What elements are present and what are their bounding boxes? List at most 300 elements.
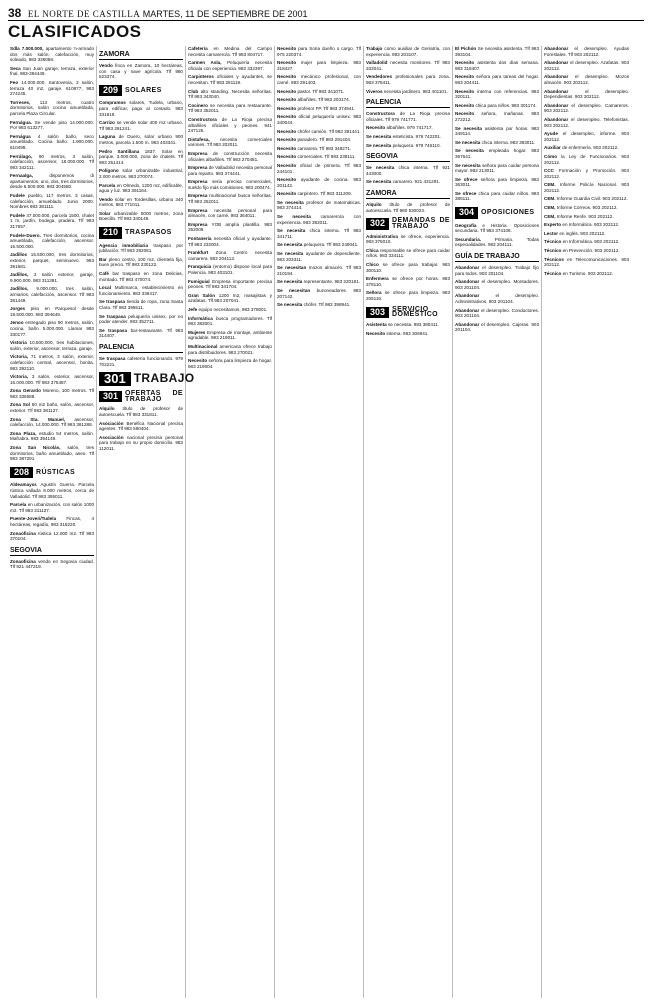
- ad-lead: Parcela: [99, 182, 116, 188]
- classified-ad: [99, 314, 183, 325]
- ad-body: necesita jardinero. 983 401101.: [383, 88, 448, 94]
- ad-body: en Telecomunicaciones. 903 202112.: [544, 256, 629, 268]
- ad-lead: Club: [188, 88, 199, 94]
- ad-lead: Local: [99, 285, 111, 291]
- ad-lead: Abandonar: [455, 265, 480, 271]
- classified-ad: [99, 63, 183, 80]
- classified-ad: [455, 163, 539, 174]
- ad-body: tienda de ropa, zona Santa Clara. Tlf 983 395511.: [99, 299, 184, 310]
- ad-lead: Empresa: [188, 150, 208, 156]
- ad-body: Empresa importante precisa peones. Tlf 983 341704.: [188, 278, 272, 290]
- ad-body: se ofrece por horas. 983 378110.: [366, 276, 451, 287]
- classified-ad: [99, 168, 183, 179]
- ad-body: mujer para limpieza. 983 318427.: [277, 60, 361, 71]
- ad-lead: Necesito: [277, 46, 297, 51]
- classified-ad: [544, 222, 629, 228]
- classified-ad: [366, 165, 450, 176]
- ad-body: empleada hogar. 983 367641.: [455, 148, 539, 159]
- classified-ad: [544, 103, 629, 114]
- classified-ad: [188, 358, 272, 369]
- ad-lead: Jadillos,: [10, 272, 29, 278]
- classified-ad: [366, 322, 450, 328]
- classified-ad: [455, 111, 539, 122]
- ad-body: 90 metros, 3 salón, calefacción, ascensor, 18.000.000. Tlf 983 342111.: [10, 153, 94, 170]
- classified-ad: [544, 257, 629, 268]
- ad-body: señora, mañanas. 983 272212.: [455, 111, 539, 122]
- ad-lead: Necesito: [366, 330, 386, 336]
- ad-lead: Necesito: [277, 137, 297, 143]
- category-number: 304: [455, 207, 478, 219]
- classified-ad: [99, 243, 183, 254]
- ad-body: Formación y Promoción. 903 202112.: [544, 168, 629, 179]
- ad-body: 113 metros, cuatro dormitorios, salón cocina amueblada, parcela Plaza Circular.: [10, 99, 94, 116]
- ad-body: Primaria. Todas especialidades. 983 204111.: [455, 236, 539, 248]
- ad-body: para Soria dueño o cargo. Tlf 975 220374.: [277, 46, 361, 57]
- ad-body: buzoneadores. 983 207142.: [277, 288, 361, 299]
- classified-ad: [455, 279, 539, 290]
- ad-lead: Torreses,: [10, 99, 31, 105]
- ad-body: bar traspaso en zona Delicias, montado. Tlf 983 470074.: [99, 271, 183, 282]
- classified-ad: [277, 191, 361, 197]
- ad-body: Informe Correos. 903 202112.: [556, 205, 618, 211]
- ad-lead: Señora: [366, 290, 382, 296]
- classified-ad: [10, 134, 94, 151]
- ad-body: vendo en Segovia ciudad. Tlf 921 447219.: [10, 558, 94, 570]
- ad-lead: Se necesita: [277, 228, 306, 234]
- ad-body: comerciales. Tlf 983 238111.: [297, 154, 356, 160]
- region-header: ZAMORA: [366, 189, 450, 199]
- ad-body: se ofrece para trabajar. 983 300110.: [366, 262, 450, 273]
- classified-ad: [544, 205, 629, 211]
- classified-ad: [277, 97, 361, 103]
- ad-lead: Necesito: [455, 111, 475, 117]
- classified-ad: [455, 237, 539, 248]
- ad-lead: Zonaoficina: [10, 530, 36, 536]
- section-title: CLASIFICADOS: [8, 22, 142, 41]
- ad-body: Empresa de montaje, ambiente agradable. 983 219011.: [188, 329, 272, 341]
- ad-lead: Necesito: [455, 102, 475, 108]
- classified-ad: [277, 154, 361, 160]
- ad-body: de Valladolid necesita personal para reparto. 983 374441.: [188, 165, 273, 176]
- ad-body: 15.500.000, tres dormitorios, exterior, parquet, seminuevo. 983 391681.: [10, 252, 94, 269]
- ad-body: el desempleo. Montadores. 903 201104.: [455, 279, 539, 290]
- ad-lead: Se necesita: [455, 162, 481, 168]
- classified-ad: [455, 191, 539, 202]
- ad-lead: Compramos: [99, 100, 126, 106]
- ad-body: seria precisa comerciales, sueldo fijo más comisiones. 983 200474.: [188, 179, 273, 190]
- ad-body: Benéfica Nacional precisa agentes. Tlf 983 590404.: [99, 420, 183, 432]
- ad-body: Informe Guardia Civil. 903 202112.: [556, 196, 628, 202]
- classified-ad: [10, 100, 94, 117]
- classified-ad: [544, 154, 629, 165]
- ad-lead: Necesito: [455, 88, 475, 94]
- ad-body: panadero. Tlf 983 291404.: [297, 137, 352, 143]
- ad-body: chica interna. 983 393011.: [481, 139, 536, 145]
- classified-ad: [188, 60, 272, 71]
- classified-ad: [188, 316, 272, 327]
- classified-ad: [10, 402, 94, 413]
- ad-body: Fincas, 4 hectáreas, regadío, 983 318220.: [10, 516, 95, 527]
- column-7: [542, 46, 631, 998]
- classified-ad: [10, 66, 94, 77]
- ad-lead: Abandonar: [455, 307, 480, 313]
- category-header: [455, 207, 539, 219]
- category-number: 301: [99, 372, 131, 386]
- ad-body: profesor FP. Tlf 983 374941.: [297, 105, 356, 111]
- classified-ad: [99, 406, 183, 417]
- ad-lead: Informática: [188, 315, 213, 321]
- ad-lead: CEM.: [544, 182, 556, 188]
- ad-body: Agustín Guerra. Parcela rústica vallada 8.000 metros, cerca de Valladolid. Tlf 983 395011.: [10, 482, 95, 499]
- classified-ad: [10, 46, 94, 63]
- ad-lead: Constructora: [366, 111, 395, 117]
- ad-body: 1200 m2, masajistas y azafatas. Tlf 983 207041.: [188, 292, 272, 304]
- classified-ad: [277, 74, 361, 85]
- ad-body: salón, tres dormitorios, baño amueblado, aseo. Tlf 983 387291.: [10, 445, 94, 462]
- category-number: 301: [99, 391, 122, 403]
- ad-body: señora para tareas del hogar. 983 204411.: [455, 74, 540, 85]
- ad-body: solares, Tudela, urbano, para edificar, pago al contado. 983 331919.: [99, 100, 183, 117]
- classified-ad: [277, 265, 361, 276]
- ad-lead: Empresa: [188, 193, 208, 199]
- classified-ad: [455, 89, 539, 100]
- ad-body: Informe Policía Nacional. 903 202112.: [544, 182, 629, 193]
- ad-body: cafetería funcionando. 979 702221.: [99, 355, 183, 367]
- ad-body: asistenta por horas. 983 349114.: [455, 125, 539, 137]
- ad-lead: Abandonar: [455, 293, 480, 299]
- ad-lead: Experto: [544, 222, 562, 228]
- ad-body: señora para limpieza de hogar. 983 219004.: [188, 358, 272, 369]
- ad-lead: Se necesita: [277, 214, 311, 220]
- ad-lead: Asociación: [99, 420, 124, 426]
- classified-ad: [188, 89, 272, 100]
- ad-body: peluquera. Tlf 983 249041.: [303, 242, 359, 248]
- ad-body: camarera. Tlf 983 348271.: [297, 145, 352, 151]
- classified-ad: [366, 89, 450, 95]
- ad-lead: Carrizo: [99, 120, 115, 126]
- issue-date: MARTES, 11 DE SEPTIEMBRE DE 2001: [142, 9, 308, 19]
- ad-lead: Fernágua: [10, 133, 31, 139]
- ad-lead: Vendo: [99, 196, 113, 202]
- ad-lead: Abandonar: [455, 279, 480, 285]
- ad-body: señora para cuidar persona mayor. 983 213011.: [455, 162, 539, 174]
- region-header: SEGOVIA: [366, 152, 450, 162]
- ad-lead: Vendo: [99, 63, 113, 68]
- ad-body: e Historia. Oposiciones secundaria. Tlf 983 374108.: [455, 222, 540, 234]
- ad-lead: Técnico: [544, 248, 562, 254]
- classified-ad: [544, 131, 629, 142]
- ad-body: Informe Renfe. 903 202112.: [556, 213, 614, 219]
- classified-ad: [188, 46, 272, 57]
- category-number: 208: [10, 467, 33, 479]
- classified-ad: [277, 177, 361, 188]
- classified-ad: [10, 306, 94, 317]
- classified-ad: [455, 140, 539, 146]
- classified-ad: [188, 193, 272, 204]
- classified-ad: [10, 286, 94, 303]
- ad-lead: Lector: [544, 230, 559, 236]
- classified-ad: [277, 137, 361, 143]
- ad-body: bar-restaurante. Tlf 983 314407.: [99, 327, 183, 339]
- ad-lead: Polígono: [99, 168, 119, 174]
- classified-ad: [99, 285, 183, 296]
- ad-body: pleno centro, 100 m2, clientela fija, buen precio. Tlf 983 230122.: [99, 256, 183, 268]
- region-header: PALENCIA: [366, 98, 450, 108]
- region-header: PALENCIA: [99, 343, 183, 353]
- ad-lead: Se necesita: [277, 251, 304, 257]
- category-name: DEMANDAS DE TRABAJO: [392, 217, 450, 230]
- ad-body: en Informática. 903 202112.: [562, 239, 620, 245]
- ad-lead: Valladolid: [366, 60, 388, 66]
- ad-body: en Turismo. 903 202112.: [562, 270, 614, 276]
- ad-lead: Sdla 7.000.000,: [10, 46, 44, 51]
- ad-lead: Zona Sol: [10, 402, 30, 408]
- ad-lead: Cómo: [544, 153, 558, 159]
- ad-lead: Vendedores: [366, 74, 393, 80]
- ad-body: chófer camión. Tlf 983 391441.: [297, 128, 361, 134]
- classified-ad: [10, 233, 94, 250]
- ad-lead: Parcela: [10, 502, 27, 508]
- ad-body: chica interna. Tlf 983 341711.: [277, 228, 361, 239]
- classified-ad: [10, 531, 94, 542]
- ad-body: el desempleo, informe. 903 202112.: [544, 131, 629, 142]
- ad-lead: Seca: [10, 65, 21, 71]
- ad-body: necesita comerciales varones. Tlf 983 202011.: [188, 136, 272, 148]
- category-name: SOLARES: [125, 86, 162, 94]
- classified-ad: [544, 168, 629, 179]
- ad-body: busca programadores. Tlf 983 383001.: [188, 315, 273, 327]
- classified-ad: [99, 100, 183, 117]
- classified-ad: [366, 134, 450, 140]
- ad-body: Se necesita asistenta. Tlf 983 393104.: [455, 46, 539, 57]
- classified-ad: [188, 307, 272, 313]
- classified-ad: [10, 173, 94, 190]
- ad-body: peluquería unisex, por no poder atender. 983 352711.: [99, 313, 183, 325]
- category-header: [99, 391, 183, 403]
- ad-lead: Fernágua.: [10, 119, 32, 125]
- ad-lead: Fontanería: [188, 236, 212, 242]
- classified-ad: [188, 236, 272, 247]
- ad-body: oficiales y ayudantes, se necesitan. Tlf 983 281119.: [188, 74, 272, 85]
- classified-ad: [366, 202, 450, 213]
- ad-lead: CEM,: [544, 205, 556, 211]
- classified-ad: [366, 276, 450, 287]
- ad-body: piso en Parquesol desde 18.500.000. 983 394649.: [10, 306, 94, 317]
- ad-lead: Alquilo: [99, 406, 115, 412]
- ad-body: profesionales para zona. 983 378411.: [366, 74, 451, 85]
- classified-ad: [99, 356, 183, 367]
- ad-lead: Zona Sta. Manuel,: [10, 416, 66, 422]
- ad-lead: Necesito: [277, 154, 297, 160]
- ad-body: camarero. 921 431291.: [392, 179, 441, 185]
- ad-body: necesita monitores. Tlf 983 332041.: [366, 60, 450, 71]
- classified-ad: [188, 293, 272, 304]
- ad-body: mozos almacén. Tlf 983 210194.: [277, 265, 361, 276]
- classified-ad: [544, 89, 629, 100]
- ad-body: de enfermería. 903 202112.: [562, 145, 619, 151]
- ad-body: Multimarca, establecimiento en funcionamiento. 983 336417.: [99, 285, 183, 296]
- ad-body: 1837. Solar en parque, 3.000.000, zona de chalets. Tlf 983 251414.: [99, 148, 183, 165]
- classified-ad: [188, 222, 272, 233]
- ad-lead: Solar: [99, 210, 111, 216]
- ad-lead: Asistenta: [366, 322, 387, 328]
- ad-body: carpintero. Tlf 983 311209.: [297, 191, 352, 197]
- classified-ad: [455, 265, 539, 276]
- classified-ad: [99, 435, 183, 452]
- ad-lead: Se necesita: [455, 125, 482, 131]
- ad-body: 9.000.000, tres salón, armarios, calefacción, ascensor. Tlf 983 361449.: [10, 286, 94, 303]
- classified-ad: [544, 231, 629, 237]
- ad-lead: Se necesita: [366, 179, 392, 185]
- category-header: [366, 218, 450, 230]
- ad-body: albañiles. Tlf 983 203174.: [297, 97, 350, 103]
- category-header: [10, 467, 94, 479]
- ad-body: traspaso por jubilación. Tlf 983 292081.: [99, 242, 183, 254]
- classified-ad: [99, 134, 183, 145]
- ad-lead: Zona Plaza,: [10, 430, 37, 436]
- classified-ad: [10, 213, 94, 230]
- ad-lead: Abandonar: [455, 321, 480, 327]
- ad-lead: Zona Gerardo: [10, 388, 41, 394]
- ad-lead: Administrativa: [366, 233, 398, 239]
- page-number: 38: [8, 6, 22, 20]
- ad-body: se ofrece, experiencia. 983 375010.: [366, 233, 451, 245]
- ad-lead: Necesito: [366, 125, 386, 131]
- ad-lead: Se ofrece: [455, 176, 478, 182]
- ad-body: ascensor, calefacción, 14.000.000. Tlf 983 361288.: [10, 416, 94, 428]
- ad-body: el desempleo. Mozos almacén. 903 202112.: [544, 74, 629, 85]
- ad-lead: Técnicos: [544, 256, 564, 262]
- category-name: RÚSTICAS: [36, 468, 76, 476]
- ad-lead: Asociación: [99, 434, 124, 440]
- ad-lead: Victoria,: [10, 354, 29, 360]
- ad-lead: Victoria,: [10, 374, 29, 380]
- ad-body: el desempleo. Dependientas. 903 202112.: [544, 88, 629, 100]
- classified-ad: [455, 293, 539, 304]
- ad-body: de La Rioja precisa oficiales. Tlf 979 741771.: [366, 111, 451, 122]
- ad-lead: Aldeamayor.: [10, 482, 38, 488]
- classified-ad: [277, 302, 361, 308]
- ad-lead: Se necesita: [277, 242, 303, 248]
- classified-ad: [10, 445, 94, 462]
- classified-ad: [10, 193, 94, 210]
- ad-body: multinacional busca señoritas. Tlf 983 252011.: [188, 193, 273, 205]
- ad-body: Peluquería necesita oficiala con experiencia. 983 332397.: [188, 60, 273, 71]
- ad-lead: Necesito: [277, 145, 297, 151]
- ad-body: Se vende piso 14.000.000. Por 983 613277.: [10, 119, 94, 131]
- ad-lead: Abandonar: [544, 74, 569, 80]
- classified-ad: [277, 60, 361, 71]
- ad-lead: Multinacional: [188, 343, 218, 349]
- classified-ad: [366, 111, 450, 122]
- classified-ad: [99, 271, 183, 282]
- ad-lead: Zonaoficina: [10, 558, 36, 564]
- ad-lead: Geografía: [455, 222, 477, 228]
- ad-lead: Se necesita: [366, 165, 395, 171]
- classified-ad: [366, 125, 450, 131]
- ad-lead: Cocinero: [188, 102, 208, 108]
- region-header: ZAMORA: [99, 50, 183, 60]
- ad-body: de construcción necesita oficiales albañiles. Tlf 983 270481.: [188, 150, 273, 162]
- classified-ad: [366, 248, 450, 259]
- classified-ad: [277, 163, 361, 174]
- ad-lead: Necesito: [188, 358, 208, 364]
- ad-body: camarero/a con experiencia. 983 392011.: [277, 214, 361, 225]
- ad-body: rústica 12.000 m2. Tlf 983 370104.: [10, 530, 94, 542]
- ad-body: título de profesor de autoescuela. Tlf 980 530023.: [366, 201, 451, 213]
- ad-body: 4 salón baño, seco amueblado. Cocina baño. 1.900.000. 610499.: [10, 133, 94, 150]
- classified-ad: [366, 60, 450, 71]
- ad-body: se ofrece para limpieza. 983 205116.: [366, 290, 450, 302]
- column-5: [364, 46, 453, 998]
- ad-lead: Necesito: [277, 97, 297, 103]
- ad-lead: Fernaalga,: [10, 173, 33, 179]
- classified-ad: [10, 417, 94, 428]
- category-number: 302: [366, 218, 389, 230]
- classified-ad: [188, 250, 272, 261]
- ad-lead: Pedro Santillana: [99, 148, 140, 154]
- ad-body: Moreno, 100 metros. Tlf 983 335588.: [10, 388, 94, 399]
- ad-lead: Se necesitan: [277, 265, 307, 271]
- classified-ad: [544, 239, 629, 245]
- classified-ad: [10, 272, 94, 283]
- category-number: 210: [99, 227, 122, 239]
- ad-lead: Necesito: [277, 88, 297, 94]
- column-3: [186, 46, 275, 998]
- ad-body: chófer. Tlf 983 398941.: [303, 302, 351, 308]
- ad-lead: Se necesita: [277, 302, 303, 308]
- ad-body: como auxiliar de Geriatría, con experiencia. 983 203107.: [366, 46, 450, 57]
- classified-ad: [455, 322, 539, 333]
- ad-lead: Empresa: [188, 179, 208, 185]
- classified-ad: [544, 248, 629, 254]
- ad-lead: Bar: [99, 256, 107, 262]
- ad-lead: Vistoria: [10, 340, 27, 346]
- ad-body: se necesita. 983 380411.: [387, 322, 439, 328]
- classified-ad: [99, 211, 183, 222]
- classified-ad: [99, 197, 183, 208]
- category-header: [99, 227, 183, 239]
- ad-body: 47.000.000, parcela 1500, chalet 1 m, jardín, bodega, pradera. Tlf 983 317557.: [10, 212, 94, 230]
- category-number: 209: [99, 85, 122, 97]
- column-4: [275, 46, 364, 998]
- ad-lead: Carmen Asla,: [188, 60, 222, 66]
- category-number: 303: [366, 307, 389, 319]
- ad-lead: Cafetería: [188, 46, 208, 51]
- ad-body: albañiles. 979 741717.: [386, 125, 433, 131]
- ad-body: 10.500.000, tres habitaciones, salón, exterior, ascensor, terraza, garaje.: [10, 340, 94, 351]
- classified-ad: [366, 179, 450, 185]
- classified-ad: [366, 74, 450, 85]
- ad-lead: Abandonar: [544, 88, 569, 94]
- ad-body: 14.000.000. Santovenia, 3 salón, terraza 40 m2, garaje. 610877, 983 274245.: [10, 79, 94, 97]
- ad-body: urbanizable 5000 metros, zona Boecillo. Tlf 983 340149.: [99, 210, 183, 222]
- ad-lead: Necesito: [455, 60, 475, 66]
- classified-ad: [277, 228, 361, 239]
- ad-body: ayudante de dependiente. 983 203311.: [277, 251, 361, 262]
- classified-ad: [188, 74, 272, 85]
- ad-body: en Prevención. 903 202112.: [562, 248, 620, 254]
- classified-ad: [366, 290, 450, 301]
- ad-lead: Se traspasa: [99, 355, 126, 361]
- ad-body: el desempleo. Trabajo fijo para todos. 903 201104.: [455, 265, 539, 276]
- ad-lead: Necesito: [277, 60, 297, 66]
- ad-body: pastor. Tlf 983 341071.: [297, 88, 345, 94]
- ad-lead: Jorges: [10, 306, 26, 312]
- ad-lead: Jadillos: [10, 252, 28, 258]
- classified-ad: [544, 117, 629, 128]
- ad-body: necesita oficial y ayudante. Tlf 983 232004.: [188, 236, 272, 247]
